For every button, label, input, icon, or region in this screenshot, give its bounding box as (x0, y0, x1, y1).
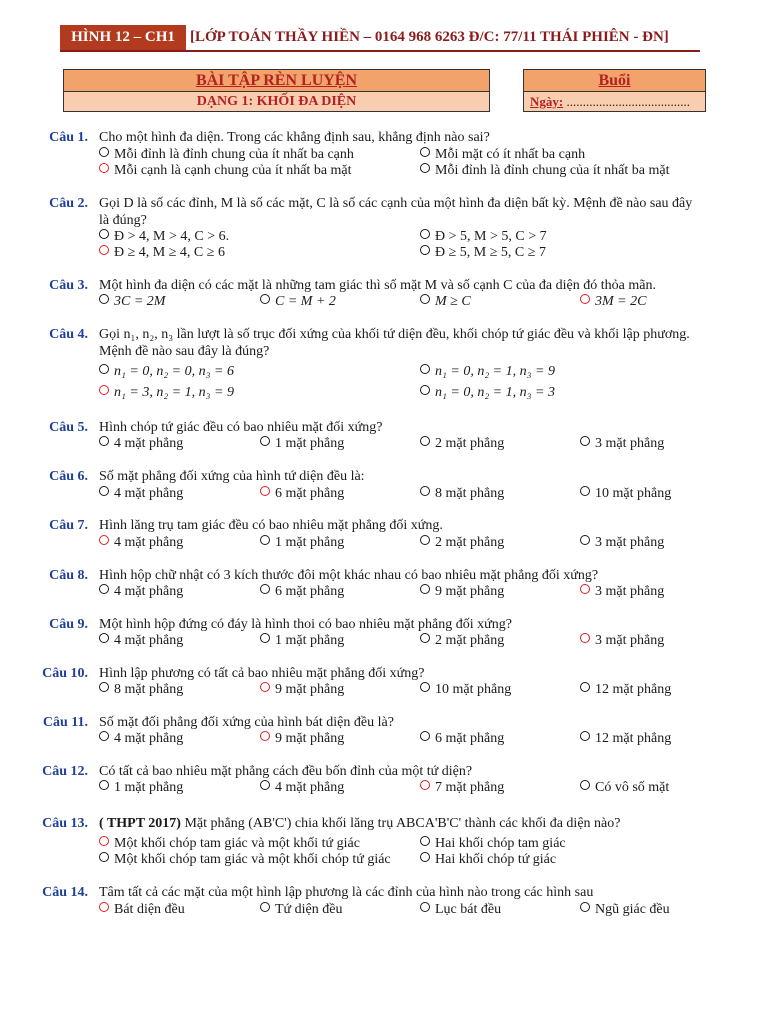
option-text: 4 mặt phẳng (114, 535, 184, 550)
session-label: Buổi (524, 70, 705, 92)
option[interactable] (99, 485, 183, 502)
option[interactable] (420, 244, 546, 261)
radio-circle-icon (99, 245, 109, 255)
question-label: Câu 1. (49, 130, 88, 145)
question-text: Cho một hình đa diện. Trong các khẳng định sau, khẳng định nào sai? (99, 130, 490, 145)
option[interactable] (260, 632, 344, 649)
option[interactable] (99, 583, 183, 600)
option[interactable] (99, 681, 183, 698)
option-correct[interactable] (99, 835, 360, 852)
option-text: Có vô số mặt (595, 780, 670, 795)
question-text: Số mặt phẳng đối xứng của hình tứ diện đều là: (99, 469, 365, 484)
option[interactable] (580, 435, 664, 452)
option[interactable] (260, 534, 344, 551)
option-correct[interactable] (580, 632, 664, 649)
option[interactable] (420, 384, 555, 401)
option-text: Hai khối chóp tam giác (435, 836, 566, 851)
radio-circle-icon (99, 385, 109, 395)
option-correct[interactable] (99, 162, 352, 179)
option-text: Mỗi đỉnh là đỉnh chung của ít nhất ba cạnh (114, 147, 354, 162)
title-main: BÀI TẬP RÈN LUYỆN (64, 70, 489, 92)
option-text: 3 mặt phẳng (595, 436, 665, 451)
option[interactable] (420, 730, 504, 747)
option[interactable] (260, 779, 344, 796)
radio-circle-icon (420, 364, 430, 374)
option[interactable] (99, 730, 183, 747)
chapter-tag: HÌNH 12 – CH1 (60, 25, 186, 50)
radio-circle-icon (420, 436, 430, 446)
question-label: Câu 4. (49, 327, 88, 342)
option-text: 4 mặt phẳng (275, 780, 345, 795)
option-text: 3 mặt phẳng (595, 633, 665, 648)
title-sub: DẠNG 1: KHỐI ĐA DIỆN (64, 92, 489, 111)
option-text: 8 mặt phẳng (435, 486, 505, 501)
option[interactable] (260, 435, 344, 452)
header-info: [LỚP TOÁN THẦY HIỀN – 0164 968 6263 Đ/C: 77/11 THÁI PHIÊN - ĐN] (190, 29, 669, 45)
option-text: Lục bát đều (435, 902, 502, 917)
radio-circle-icon (99, 364, 109, 374)
radio-circle-icon (99, 535, 109, 545)
option-correct[interactable] (260, 730, 344, 747)
option[interactable] (420, 534, 504, 551)
title-box (63, 69, 490, 112)
option-text: 9 mặt phẳng (435, 584, 505, 599)
radio-circle-icon (420, 836, 430, 846)
option-correct[interactable] (580, 293, 646, 310)
option-correct[interactable] (99, 901, 185, 918)
radio-circle-icon (99, 584, 109, 594)
radio-circle-icon (580, 731, 590, 741)
option-text: Mỗi đỉnh là đỉnh chung của ít nhất ba mặt (435, 163, 670, 178)
option[interactable] (580, 779, 669, 796)
question-label: Câu 10. (42, 666, 88, 681)
option-text: Đ > 5, M > 5, C > 7 (435, 229, 547, 244)
option[interactable] (420, 146, 585, 163)
option[interactable] (420, 435, 504, 452)
radio-circle-icon (260, 486, 270, 496)
option-text: Đ ≥ 5, M ≥ 5, C ≥ 7 (435, 245, 546, 260)
question-text: Hình lăng trụ tam giác đều có bao nhiêu mặt phẳng đối xứng. (99, 518, 443, 533)
radio-circle-icon (580, 436, 590, 446)
option[interactable] (580, 534, 664, 551)
radio-circle-icon (99, 436, 109, 446)
option[interactable] (420, 681, 511, 698)
option[interactable] (580, 901, 670, 918)
option-text: 10 mặt phẳng (595, 486, 672, 501)
option-text: 1 mặt phẳng (275, 633, 345, 648)
option[interactable] (99, 779, 183, 796)
option-correct[interactable] (99, 534, 183, 551)
date-label: Ngày: (530, 94, 564, 109)
option[interactable] (420, 162, 669, 179)
radio-circle-icon (99, 229, 109, 239)
option[interactable] (420, 485, 504, 502)
radio-circle-icon (420, 852, 430, 862)
option[interactable] (260, 901, 342, 918)
radio-circle-icon (260, 682, 270, 692)
radio-circle-icon (420, 682, 430, 692)
option-text: 1 mặt phẳng (275, 436, 345, 451)
option-text: 2 mặt phẳng (435, 436, 505, 451)
option[interactable] (260, 583, 344, 600)
option-text: 3C = 2M (114, 294, 166, 309)
radio-circle-icon (420, 294, 430, 304)
option-correct[interactable] (99, 244, 225, 261)
question-label: Câu 9. (49, 617, 88, 632)
radio-circle-icon (99, 294, 109, 304)
radio-circle-icon (99, 147, 109, 157)
option-text: Bát diện đều (114, 902, 185, 917)
radio-circle-icon (99, 731, 109, 741)
radio-circle-icon (580, 633, 590, 643)
option-text: 1 mặt phẳng (114, 780, 184, 795)
radio-circle-icon (420, 535, 430, 545)
radio-circle-icon (99, 682, 109, 692)
exam-source: ( THPT 2017) (99, 816, 181, 831)
question-text: Một hình hộp đứng có đáy là hình thoi có bao nhiêu mặt phẳng đối xứng? (99, 617, 512, 632)
option[interactable] (420, 228, 547, 245)
option-text: 9 mặt phẳng (275, 731, 345, 746)
option-text: Mỗi mặt có ít nhất ba cạnh (435, 147, 586, 162)
radio-circle-icon (580, 486, 590, 496)
option[interactable] (420, 293, 471, 310)
option-text: n₁ = 3, n₂ = 1, n₃ = 9 (114, 385, 234, 400)
option[interactable] (580, 730, 671, 747)
option[interactable] (420, 901, 501, 918)
option[interactable] (420, 851, 556, 868)
option[interactable] (99, 293, 165, 310)
option[interactable] (420, 363, 555, 380)
option-text: Mỗi cạnh là cạnh chung của ít nhất ba mặt (114, 163, 352, 178)
option-text: C = M + 2 (275, 294, 336, 309)
option[interactable] (580, 485, 671, 502)
option[interactable] (99, 228, 229, 245)
option[interactable] (420, 835, 566, 852)
question-label: Câu 8. (49, 568, 88, 583)
option-text: 8 mặt phẳng (114, 682, 184, 697)
option-text: M ≥ C (435, 294, 471, 309)
option-text: 10 mặt phẳng (435, 682, 512, 697)
radio-circle-icon (420, 584, 430, 594)
radio-circle-icon (260, 535, 270, 545)
option-text: 3 mặt phẳng (595, 535, 665, 550)
option[interactable] (99, 146, 354, 163)
option-text: n₁ = 0, n₂ = 1, n₃ = 9 (435, 364, 555, 379)
option[interactable] (420, 632, 504, 649)
option-correct[interactable] (260, 681, 344, 698)
question-label: Câu 7. (49, 518, 88, 533)
radio-circle-icon (420, 245, 430, 255)
radio-circle-icon (260, 436, 270, 446)
option-text: 4 mặt phẳng (114, 731, 184, 746)
option-correct[interactable] (420, 779, 504, 796)
radio-circle-icon (420, 486, 430, 496)
option-text: 9 mặt phẳng (275, 682, 345, 697)
option-text: 6 mặt phẳng (435, 731, 505, 746)
radio-circle-icon (99, 633, 109, 643)
question-text (99, 815, 704, 832)
radio-circle-icon (99, 163, 109, 173)
option-text: Hai khối chóp tứ giác (435, 852, 557, 867)
option-text: 12 mặt phẳng (595, 731, 672, 746)
radio-circle-icon (580, 294, 590, 304)
question-label: Câu 3. (49, 278, 88, 293)
option[interactable] (99, 632, 183, 649)
option-text: 3 mặt phẳng (595, 584, 665, 599)
option-text: Một khối chóp tam giác và một khối tứ giác (114, 836, 360, 851)
radio-circle-icon (99, 902, 109, 912)
radio-circle-icon (99, 836, 109, 846)
option-correct[interactable] (99, 384, 234, 401)
question-label: Câu 13. (42, 816, 88, 831)
question-text: Một hình đa diện có các mặt là những tam giác thì số mặt M và số cạnh C của đa diện đó thỏa mãn. (99, 278, 656, 293)
session-date (524, 92, 705, 111)
question-text: Gọi D là số các đỉnh, M là số các mặt, C là số các cạnh của một hình đa diện bất kỳ. Mệnh đề nào sau đây là đúng? (99, 196, 693, 228)
radio-circle-icon (99, 780, 109, 790)
option-text: Đ ≥ 4, M ≥ 4, C ≥ 6 (114, 245, 225, 260)
question-text: Gọi n₁, n₂, n₃ lần lượt là số trục đối xứng của khối tứ diện đều, khối chóp tứ giác đều và khối lập phương. Mệnh đề nào sau đây là đúng? (99, 327, 690, 359)
question-label: Câu 11. (42, 715, 88, 730)
option-text: n₁ = 0, n₂ = 1, n₃ = 3 (435, 385, 555, 400)
radio-circle-icon (420, 780, 430, 790)
question-text: Số mặt đối phẳng đối xứng của hình bát diện đều là? (99, 715, 394, 730)
radio-circle-icon (99, 852, 109, 862)
question-text: Có tất cả bao nhiêu mặt phẳng cách đều bốn đỉnh của một tứ diện? (99, 764, 473, 779)
question-label: Câu 2. (49, 196, 88, 211)
option-text: Một khối chóp tam giác và một khối chóp tứ giác (114, 852, 391, 867)
radio-circle-icon (420, 163, 430, 173)
radio-circle-icon (260, 902, 270, 912)
option[interactable] (420, 583, 504, 600)
option-text: 3M = 2C (595, 294, 647, 309)
question-label: Câu 6. (49, 469, 88, 484)
question-text: Hình chóp tứ giác đều có bao nhiêu mặt đối xứng? (99, 420, 383, 435)
question-text: Hình lập phương có tất cả bao nhiêu mặt phẳng đối xứng? (99, 666, 425, 681)
option-text: 4 mặt phẳng (114, 436, 184, 451)
option-text: n₁ = 0, n₂ = 0, n₃ = 6 (114, 364, 234, 379)
option-text: 4 mặt phẳng (114, 633, 184, 648)
radio-circle-icon (580, 584, 590, 594)
option[interactable] (99, 435, 183, 452)
option-correct[interactable] (580, 583, 664, 600)
radio-circle-icon (420, 731, 430, 741)
option-correct[interactable] (260, 485, 344, 502)
option-text: Ngũ giác đều (595, 902, 670, 917)
header-rule (60, 50, 700, 52)
question-body: Mặt phẳng (AB'C') chia khối lăng trụ ABCA'B'C' thành các khối đa diện nào? (180, 816, 621, 831)
question-label: Câu 5. (49, 420, 88, 435)
radio-circle-icon (260, 584, 270, 594)
radio-circle-icon (420, 147, 430, 157)
option-text: 6 mặt phẳng (275, 584, 345, 599)
radio-circle-icon (260, 731, 270, 741)
radio-circle-icon (420, 633, 430, 643)
option-text: 12 mặt phẳng (595, 682, 672, 697)
radio-circle-icon (420, 229, 430, 239)
question-label: Câu 14. (42, 885, 88, 900)
option-text: 1 mặt phẳng (275, 535, 345, 550)
option[interactable] (580, 681, 671, 698)
radio-circle-icon (420, 385, 430, 395)
radio-circle-icon (420, 902, 430, 912)
radio-circle-icon (580, 902, 590, 912)
session-box (523, 69, 706, 112)
question-text: Tâm tất cả các mặt của một hình lập phương là các đỉnh của hình nào trong các hình sau (99, 885, 594, 900)
radio-circle-icon (580, 535, 590, 545)
radio-circle-icon (260, 294, 270, 304)
option-text: 2 mặt phẳng (435, 535, 505, 550)
option-text: 4 mặt phẳng (114, 584, 184, 599)
option-text: 7 mặt phẳng (435, 780, 505, 795)
option-text: 4 mặt phẳng (114, 486, 184, 501)
date-value: ...................................... (563, 94, 690, 109)
option[interactable] (260, 293, 336, 310)
radio-circle-icon (580, 780, 590, 790)
radio-circle-icon (260, 780, 270, 790)
option-text: Đ > 4, M > 4, C > 6. (114, 229, 230, 244)
question-label: Câu 12. (42, 764, 88, 779)
radio-circle-icon (580, 682, 590, 692)
question-text: Hình hộp chữ nhật có 3 kích thước đôi một khác nhau có bao nhiêu mặt phẳng đối xứng? (99, 568, 599, 583)
option-text: Tứ diện đều (275, 902, 343, 917)
radio-circle-icon (260, 633, 270, 643)
radio-circle-icon (99, 486, 109, 496)
option-text: 6 mặt phẳng (275, 486, 345, 501)
option-text: 2 mặt phẳng (435, 633, 505, 648)
option[interactable] (99, 851, 391, 868)
option[interactable] (99, 363, 234, 380)
